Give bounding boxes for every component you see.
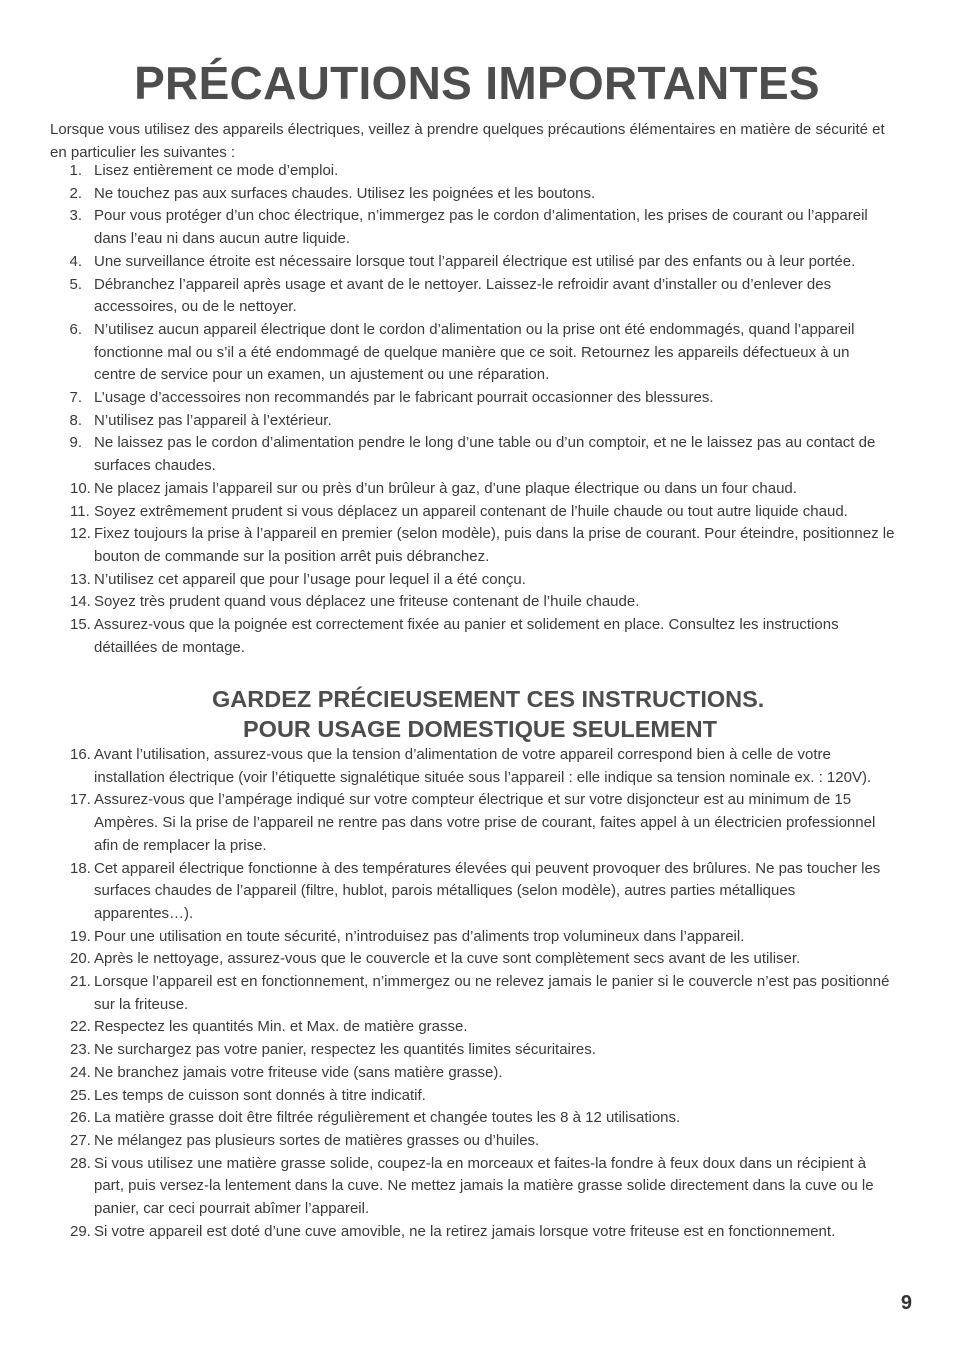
list-item <box>50 1130 895 1153</box>
item-number: 20. <box>70 950 91 968</box>
item-number: 28. <box>70 1154 91 1172</box>
list-item <box>50 591 895 614</box>
list-item <box>50 614 895 659</box>
item-text: La matière grasse doit être filtrée régulièrement et changée toutes les 8 à 12 utilisations. <box>94 1109 681 1127</box>
item-text: Assurez-vous que la poignée est correctement fixée au panier et solidement en place. Consultez les instructions détaillées de montage. <box>94 616 839 656</box>
list-item <box>50 478 895 501</box>
list-item <box>50 523 895 568</box>
list-item <box>50 1062 895 1085</box>
item-text: Lisez entièrement ce mode d’emploi. <box>94 162 339 179</box>
item-number: 3. <box>69 207 82 225</box>
item-number: 1. <box>69 162 82 179</box>
list-item <box>50 569 895 592</box>
item-text: N’utilisez aucun appareil électrique dont le cordon d’alimentation ou la prise ont été endommagés, quand l’appareil fonctionne mal ou s’il a été endommagé de quelque manière que ce soit. Retournez les appareils défectueux à un centre de service pour un examen, un ajustement ou une réparation. <box>94 320 855 384</box>
list-item <box>50 1153 895 1221</box>
item-number: 15. <box>70 616 91 634</box>
item-number: 18. <box>70 859 91 877</box>
item-number: 9. <box>69 434 82 452</box>
list-item <box>50 948 895 971</box>
item-text: Pour vous protéger d’un choc électrique, n’immergez pas le cordon d’alimentation, les prises de courant ou l’appareil dans l’eau ni dans aucun autre liquide. <box>94 207 868 248</box>
item-text: Ne surchargez pas votre panier, respectez les quantités limites sécuritaires. <box>94 1041 596 1059</box>
precautions-list-part-1 <box>50 160 895 659</box>
item-text: Une surveillance étroite est nécessaire lorsque tout l’appareil électrique est utilisé par des enfants ou à leur portée. <box>94 252 856 270</box>
list-item <box>50 432 895 477</box>
item-text: Fixez toujours la prise à l’appareil en premier (selon modèle), puis dans la prise de courant. Pour éteindre, positionnez le bouton de commande sur la position arrêt puis débranchez. <box>94 525 895 565</box>
notice-heading <box>0 684 954 744</box>
item-number: 26. <box>70 1109 91 1127</box>
item-text: Si votre appareil est doté d’une cuve amovible, ne la retirez jamais lorsque votre friteuse est en fonctionnement. <box>94 1222 836 1240</box>
list-item <box>50 789 895 857</box>
list-item <box>50 1085 895 1108</box>
item-text: Respectez les quantités Min. et Max. de matière grasse. <box>94 1018 468 1036</box>
item-text: Pour une utilisation en toute sécurité, n’introduisez pas d’aliments trop volumineux dans l’appareil. <box>94 927 745 945</box>
list-item <box>50 205 895 250</box>
list-item <box>50 926 895 949</box>
item-text: Soyez extrêmement prudent si vous déplacez un appareil contenant de l’huile chaude ou tout autre liquide chaud. <box>94 502 848 520</box>
item-text: Assurez-vous que l’ampérage indiqué sur votre compteur électrique et sur votre disjoncteur est au minimum de 15 Ampères. Si la prise de l’appareil ne rentre pas dans votre prise de courant, faites appel à un électricien professionnel afin de remplacer la prise. <box>94 791 876 854</box>
item-number: 22. <box>70 1018 91 1036</box>
page-number: 9 <box>900 1292 912 1314</box>
list-item <box>50 1221 895 1244</box>
list-item <box>50 183 895 206</box>
notice-line-keep-instructions: GARDEZ PRÉCIEUSEMENT CES INSTRUCTIONS. <box>212 686 765 712</box>
item-text: Ne branchez jamais votre friteuse vide (sans matière grasse). <box>94 1063 503 1081</box>
item-text: Après le nettoyage, assurez-vous que le couvercle et la cuve sont complètement secs avant de les utiliser. <box>94 950 801 968</box>
item-number: 11. <box>70 502 90 520</box>
item-text: Soyez très prudent quand vous déplacez une friteuse contenant de l’huile chaude. <box>94 593 640 611</box>
item-text: Ne touchez pas aux surfaces chaudes. Utilisez les poignées et les boutons. <box>94 184 596 202</box>
list-item <box>50 274 895 319</box>
item-number: 23. <box>70 1041 91 1059</box>
list-item <box>50 410 895 433</box>
item-number: 24. <box>70 1063 91 1081</box>
item-text: Ne placez jamais l’appareil sur ou près d’un brûleur à gaz, d’une plaque électrique ou dans un four chaud. <box>94 479 797 497</box>
item-number: 16. <box>70 746 91 763</box>
notice-line-household-use: POUR USAGE DOMESTIQUE SEULEMENT <box>243 716 717 742</box>
item-text: N’utilisez cet appareil que pour l’usage pour lequel il a été conçu. <box>94 570 526 588</box>
item-number: 17. <box>70 791 91 809</box>
item-text: Les temps de cuisson sont donnés à titre indicatif. <box>94 1086 426 1104</box>
item-number: 27. <box>70 1131 91 1149</box>
item-number: 10. <box>70 479 91 497</box>
item-number: 2. <box>69 184 82 202</box>
item-text: Si vous utilisez une matière grasse solide, coupez-la en morceaux et faites-la fondre à feux doux dans un récipient à part, puis versez-la lentement dans la cuve. Ne mettez jamais la matière grasse solide directement dans la cuve ou le panier, car ceci pourrait abîmer l’appareil. <box>94 1154 874 1218</box>
item-number: 29. <box>70 1222 91 1240</box>
item-text: N’utilisez pas l’appareil à l’extérieur. <box>94 411 332 429</box>
list-item <box>50 160 895 183</box>
list-item <box>50 387 895 410</box>
page-title: PRÉCAUTIONS IMPORTANTES <box>134 57 820 109</box>
item-number: 14. <box>70 593 91 611</box>
item-number: 12. <box>70 525 91 543</box>
item-number: 25. <box>70 1086 91 1104</box>
list-item <box>50 858 895 926</box>
item-number: 8. <box>69 411 82 429</box>
item-text: L’usage d’accessoires non recommandés par le fabricant pourrait occasionner des blessures. <box>94 389 714 407</box>
item-number: 7. <box>69 389 82 407</box>
list-item <box>50 744 895 789</box>
precautions-list-part-2 <box>50 744 895 1243</box>
list-item <box>50 501 895 524</box>
item-number: 21. <box>70 973 91 991</box>
list-item <box>50 1039 895 1062</box>
item-text: Ne mélangez pas plusieurs sortes de matières grasses ou d’huiles. <box>94 1131 540 1149</box>
list-item <box>50 319 895 387</box>
intro-paragraph: Lorsque vous utilisez des appareils électriques, veillez à prendre quelques précautions élémentaires en matière de sécurité et en particulier les suivantes : <box>50 121 885 161</box>
item-number: 4. <box>69 252 82 270</box>
item-number: 13. <box>70 570 91 588</box>
item-text: Débranchez l’appareil après usage et avant de le nettoyer. Laissez-le refroidir avant d’installer ou d’enlever des accessoires, ou de le nettoyer. <box>94 275 832 316</box>
item-text: Lorsque l’appareil est en fonctionnement, n’immergez ou ne relevez jamais le panier si le couvercle n’est pas positionné sur la friteuse. <box>94 973 890 1013</box>
item-text: Ne laissez pas le cordon d’alimentation pendre le long d’une table ou d’un comptoir, et ne le laissez pas au contact de surfaces chaudes. <box>94 434 876 475</box>
list-item <box>50 1107 895 1130</box>
item-text: Avant l’utilisation, assurez-vous que la tension d’alimentation de votre appareil correspond bien à celle de votre installation électrique (voir l’étiquette signalétique située sous l’appareil : elle indique sa tension nominale ex. : 120V). <box>94 746 872 786</box>
list-item <box>50 1016 895 1039</box>
item-number: 5. <box>69 275 82 293</box>
list-item <box>50 251 895 274</box>
list-item <box>50 971 895 1016</box>
item-text: Cet appareil électrique fonctionne à des températures élevées qui peuvent provoquer des brûlures. Ne pas toucher les surfaces chaudes de l’appareil (filtre, hublot, parois métalliques (selon modèle), autres parties métalliques apparentes…). <box>94 859 881 922</box>
item-number: 6. <box>69 320 82 338</box>
item-number: 19. <box>70 927 91 945</box>
